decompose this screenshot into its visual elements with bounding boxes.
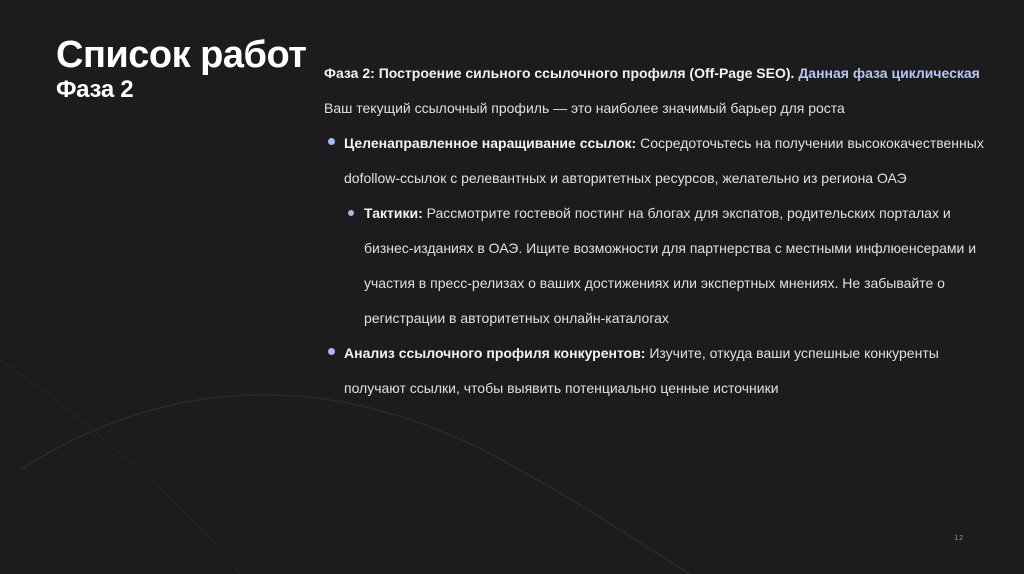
list-item-label: Целенаправленное наращивание ссылок: [344, 135, 637, 151]
list-item-text: Сосредоточьтесь на получении высококачественных dofollow-ссылок с релевантных и авторитетных ресурсов, желательно из региона ОАЭ [344, 135, 984, 186]
list-item [324, 336, 984, 406]
bullet-list [324, 126, 984, 406]
list-item-label: Тактики: [364, 205, 423, 221]
bullet-icon [328, 138, 335, 145]
list-item [324, 126, 984, 196]
slide-subtitle: Фаза 2 [56, 76, 134, 103]
bullet-icon [348, 210, 354, 216]
title-block [56, 34, 306, 104]
phase-heading-bold: Фаза 2: Построение сильного ссылочного профиля (Off-Page SEO). [324, 65, 795, 81]
list-item-text: Рассмотрите гостевой постинг на блогах для экспатов, родительских порталах и бизнес-изданиях в ОАЭ. Ищите возможности для партнерства с местными инфлюенсерами и участия в пресс-релизах о ваших достижениях или экспертных мнениях. Не забывайте о регистрации в авторитетных онлайн-каталогах [364, 205, 977, 326]
list-item-label: Анализ ссылочного профиля конкурентов: [344, 345, 646, 361]
phase-heading-accent: Данная фаза циклическая [798, 65, 980, 81]
slide-title: Список работ [56, 34, 307, 76]
bullet-icon [328, 348, 335, 355]
phase-heading [324, 56, 984, 91]
intro-text: Ваш текущий ссылочный профиль — это наиболее значимый барьер для роста [324, 100, 845, 116]
list-item-text: Изучите, откуда ваши успешные конкуренты получают ссылки, чтобы выявить потенциально ценные источники [344, 345, 939, 396]
page-number: 12 [954, 535, 964, 542]
content-body [324, 56, 984, 406]
list-item [324, 196, 984, 336]
